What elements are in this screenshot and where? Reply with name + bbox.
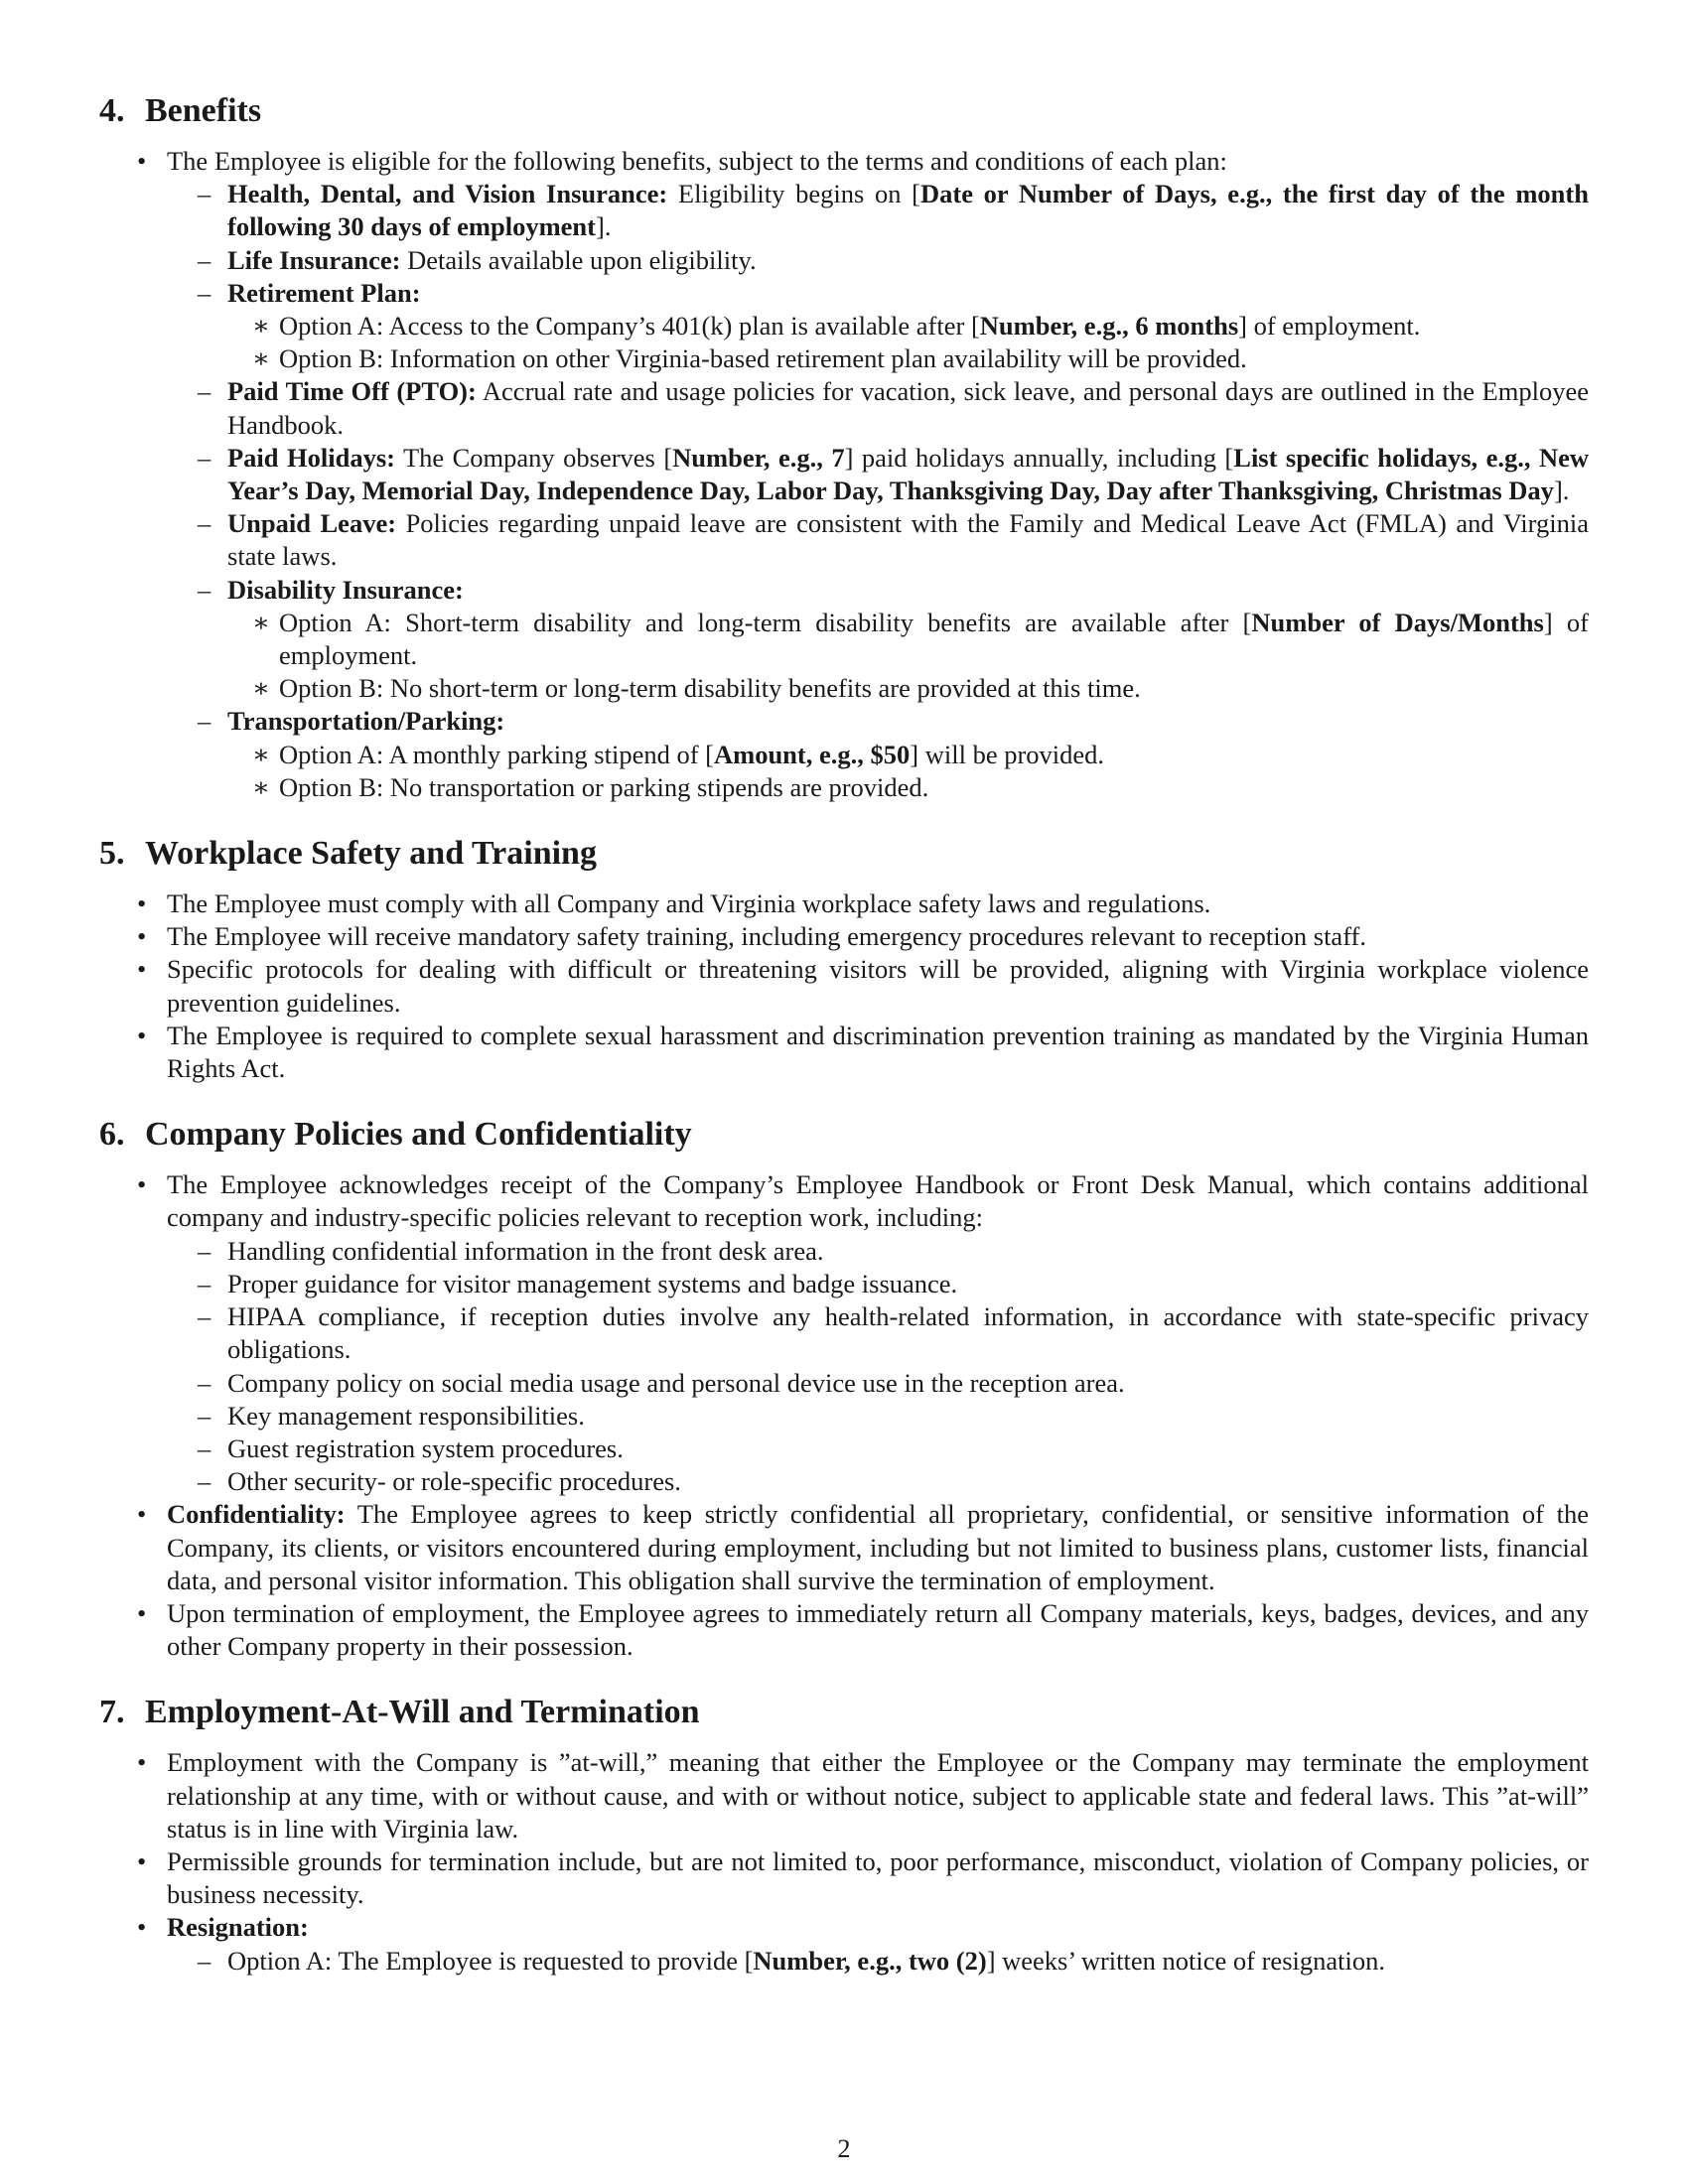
resignation-label: Resignation: [167,1912,309,1943]
benefit-pto [167,375,1589,441]
list-item [99,1168,1589,1498]
policy-item [167,1268,1589,1300]
confidentiality-label: Confidentiality: [167,1499,346,1530]
list-item-text: Upon termination of employment, the Employee agrees to immediately return all Company materials, keys, badges, devices, and any other Company property in their possession. [167,1597,1589,1662]
option-text: Option A: Short-term disability and long-term disability benefits are available after [ [279,607,1252,637]
placeholder-text: Number of Days/Months [1251,607,1544,637]
bullet-icon: • [137,1169,147,1200]
bullet-icon: • [137,1597,147,1628]
list-item-text: Employment with the Company is ”at-will,” meaning that either the Employee or the Company may terminate the employment relationship at any time, with or without cause, and with or without notice, subject to applicable state and federal laws. This ”at-will” status is in line with Virginia law. [167,1747,1589,1843]
list-item [99,1845,1589,1911]
policy-item [167,1367,1589,1400]
dash-icon: – [198,706,211,737]
asterisk-icon: ∗ [252,771,271,802]
dash-icon: – [198,1945,211,1976]
benefit-transportation [167,705,1589,804]
dash-icon: – [198,1433,211,1463]
section-employment-at-will [99,1693,1589,1977]
option-text: ] will be provided. [910,739,1105,769]
benefit-unpaid-leave [167,507,1589,573]
policy-text: Handling confidential information in the front desk area. [227,1235,824,1266]
option-text: Option B: Information on other Virginia-based retirement plan availability will be provided. [279,343,1247,374]
section-workplace-safety [99,834,1589,1085]
placeholder-text: List specific holidays, e.g., New Year’s Day, Memorial Day, Independence Day, Labor Day, Thanksgiving Day, Day after Thanksgiving, Christmas Day [227,442,1589,506]
dash-icon: – [198,244,211,275]
benefit-label: Health, Dental, and Vision Insurance: [227,179,668,209]
section-heading [99,91,1589,131]
bullet-icon: • [137,888,147,919]
bullet-icon: • [137,921,147,952]
list-item-text: The Employee will receive mandatory safety training, including emergency procedures relevant to reception staff. [167,921,1366,952]
policy-text: Proper guidance for visitor management systems and badge issuance. [227,1268,958,1298]
page-number: 2 [837,2134,851,2163]
benefit-text: Eligibility begins on [ [667,179,920,209]
dash-icon: – [198,376,211,407]
benefit-text: Accrual rate and usage policies for vacation, sick leave, and personal days are outlined in the Employee Handbook. [227,376,1589,440]
benefit-label: Life Insurance: [227,244,401,275]
benefit-health [167,178,1589,243]
list-item-resignation [99,1911,1589,1977]
section-number: 4. [99,92,125,129]
bracket-close: ]. [1553,476,1570,506]
list-item [99,1597,1589,1663]
policy-text: Company policy on social media usage and personal device use in the reception area. [227,1367,1125,1398]
placeholder-text: Date or Number of Days, e.g., the first day of the month following 30 days of employment [227,179,1589,242]
option-text: Option A: A monthly parking stipend of [ [279,739,714,769]
list-item [99,1746,1589,1845]
list-item [99,1020,1589,1085]
confidentiality-text: The Employee agrees to keep strictly confidential all proprietary, confidential, or sensitive information of the Company, its clients, or visitors encountered during employment, including but not limited to business plans, customer lists, financial data, and personal visitor information. This obligation shall survive the termination of employment. [167,1499,1589,1595]
option-item [227,672,1589,705]
placeholder-text: Amount, e.g., $50 [713,739,911,769]
benefit-disability [167,574,1589,706]
list-item-text: The Employee acknowledges receipt of the Company’s Employee Handbook or Front Desk Manual, which contains additional company and industry-specific policies relevant to reception work, including: [167,1169,1589,1233]
option-item [227,771,1589,804]
asterisk-icon: ∗ [252,311,271,341]
placeholder-text: Number, e.g., 6 months [979,311,1239,341]
list-item-confidentiality [99,1498,1589,1597]
bracket-close: ]. [596,211,612,242]
asterisk-icon: ∗ [252,673,271,704]
list-item [99,953,1589,1019]
list-item [99,887,1589,920]
dash-icon: – [198,277,211,308]
section-number: 5. [99,835,125,873]
asterisk-icon: ∗ [252,343,271,374]
section-title: Company Policies and Confidentiality [145,1116,692,1154]
dash-icon: – [198,574,211,605]
option-item [227,607,1589,672]
benefit-label: Retirement Plan: [227,277,421,308]
option-text: Option B: No transportation or parking stipends are provided. [279,771,929,802]
document-body [99,91,1589,1978]
option-text: ] weeks’ written notice of resignation. [986,1945,1385,1976]
policy-text: Guest registration system procedures. [227,1433,624,1463]
section-number: 6. [99,1116,125,1154]
policy-text: Other security- or role-specific procedures. [227,1466,681,1497]
benefit-text: Details available upon eligibility. [400,244,757,275]
placeholder-text: Number, e.g., two (2) [753,1945,987,1976]
benefit-life [167,244,1589,277]
benefit-label: Unpaid Leave: [227,508,397,539]
benefit-label: Transportation/Parking: [227,706,505,737]
section-heading [99,834,1589,874]
bullet-icon: • [137,954,147,985]
benefits-intro: The Employee is eligible for the following benefits, subject to the terms and conditions of each plan: [167,146,1227,176]
placeholder-text: Number, e.g., 7 [672,442,845,473]
section-number: 7. [99,1694,125,1731]
list-item-text: The Employee must comply with all Company and Virginia workplace safety laws and regulations. [167,888,1211,919]
policy-item [167,1300,1589,1366]
bullet-icon: • [137,1845,147,1876]
bullet-icon: • [137,1020,147,1050]
dash-icon: – [198,1268,211,1298]
dash-icon: – [198,179,211,209]
asterisk-icon: ∗ [252,739,271,769]
section-title: Employment-At-Will and Termination [145,1694,700,1731]
option-text: ] of employment. [1238,311,1421,341]
policy-item [167,1400,1589,1433]
section-title: Workplace Safety and Training [145,835,597,873]
option-text: Option A: The Employee is requested to provide [ [227,1945,754,1976]
asterisk-icon: ∗ [252,607,271,637]
bullet-icon: • [137,1912,147,1943]
dash-icon: – [198,1301,211,1332]
benefit-text: The Company observes [ [394,442,673,473]
option-item [227,342,1589,375]
section-heading [99,1693,1589,1732]
option-text: Option A: Access to the Company’s 401(k) plan is available after [ [279,311,980,341]
section-title: Benefits [145,92,262,129]
bullet-icon: • [137,1499,147,1530]
section-company-policies [99,1115,1589,1663]
list-item [99,920,1589,953]
bullet-icon: • [137,146,147,176]
policy-text: Key management responsibilities. [227,1400,585,1431]
option-item [227,310,1589,342]
policy-item [167,1433,1589,1465]
policy-item [167,1465,1589,1498]
benefit-retirement [167,277,1589,376]
section-heading [99,1115,1589,1155]
list-item [99,145,1589,804]
list-item-text: Specific protocols for dealing with difficult or threatening visitors will be provided, aligning with Virginia workplace violence prevention guidelines. [167,954,1589,1018]
option-item [227,739,1589,771]
dash-icon: – [198,1466,211,1497]
benefit-text: Policies regarding unpaid leave are consistent with the Family and Medical Leave Act (FMLA) and Virginia state laws. [227,508,1589,572]
list-item-text: Permissible grounds for termination include, but are not limited to, poor performance, misconduct, violation of Company policies, or business necessity. [167,1845,1589,1910]
option-item [167,1945,1589,1978]
benefit-label: Paid Holidays: [227,442,395,473]
policy-text: HIPAA compliance, if reception duties involve any health-related information, in accordance with state-specific privacy obligations. [227,1301,1589,1365]
dash-icon: – [198,1235,211,1266]
benefit-holidays [167,442,1589,507]
dash-icon: – [198,1400,211,1431]
dash-icon: – [198,508,211,539]
option-text: ] of employment. [279,607,1589,671]
benefit-text: ] paid holidays annually, including [ [844,442,1234,473]
bullet-icon: • [137,1747,147,1778]
benefit-label: Disability Insurance: [227,574,464,605]
list-item-text: The Employee is required to complete sexual harassment and discrimination prevention training as mandated by the Virginia Human Rights Act. [167,1020,1589,1084]
benefit-label: Paid Time Off (PTO): [227,376,477,407]
dash-icon: – [198,1367,211,1398]
policy-item [167,1235,1589,1268]
dash-icon: – [198,442,211,473]
option-text: Option B: No short-term or long-term disability benefits are provided at this time. [279,673,1141,704]
section-benefits [99,91,1589,804]
